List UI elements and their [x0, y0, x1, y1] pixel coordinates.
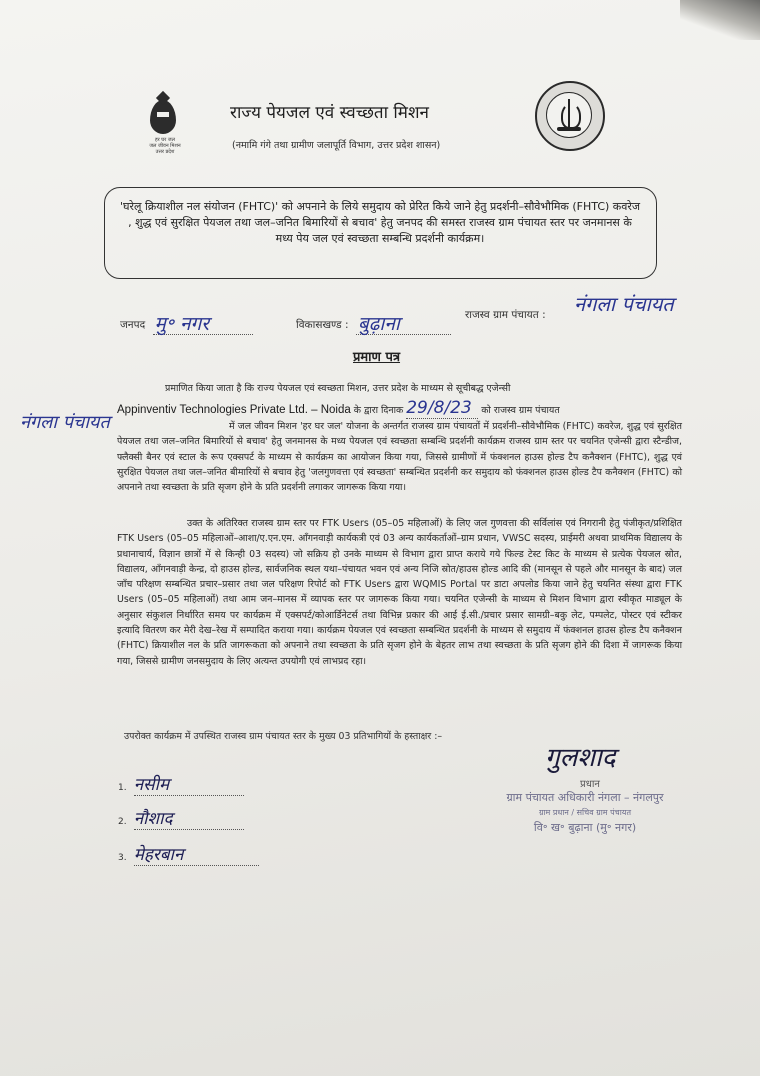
panchayat-value: नंगला पंचायत [574, 292, 674, 316]
signature-row-2: 2. नौशाद [118, 806, 244, 830]
stamp-line-1: ग्राम पंचायत अधिकारी नंगला – नंगलपुर [506, 791, 664, 804]
signature-row-1: 1. नसीम [118, 772, 244, 796]
jal-jeevan-mission-logo [135, 100, 195, 170]
water-drop-icon [150, 100, 176, 134]
body-line-2 [117, 398, 687, 419]
signature-1: नसीम [133, 775, 170, 795]
fish-icon [557, 127, 581, 131]
body-line-1: प्रमाणित किया जाता है कि राज्य पेयजल एवं स्वच्छता मिशन, उत्तर प्रदेश के माध्यम से सूचीबद्ध एजेन्सी [165, 383, 511, 394]
district-value: मु॰ नगर [154, 313, 210, 335]
panchayat-label: राजस्व ग्राम पंचायत : [465, 309, 546, 321]
signature-row-3: 3. मेहरबान [118, 842, 259, 866]
date-value: 29/8/23 [406, 398, 478, 419]
mission-subtitle: (नमामि गंगे तथा ग्रामीण जलापूर्ति विभाग, उत्तर प्रदेश शासन) [232, 140, 441, 151]
participants-note: उपरोक्त कार्यक्रम में उपस्थित राजस्व ग्राम पंचायत स्तर के मुख्य 03 प्रतिभागियों के हस्ताक्षर :– [124, 731, 443, 742]
agency-name: Appinventiv Technologies Private Ltd. – Noida [117, 404, 351, 416]
body-paragraph-2: उक्त के अतिरिक्त राजस्व ग्राम स्तर पर FTK Users (05–05 महिलाओं) के लिए जल गुणवत्ता की सर्विलांस एवं निगरानी हेतु पंजीकृत/प्रशिक्षित FTK Users (05–05 महिलाओं–आशा/ए.एन.एम. आँगनवाड़ी कार्यकत्री एवं 03 अन्य कार्यकर्ताओं–ग्राम प्रधान, VWSC सदस्य, प्राईमरी अथवा प्राथमिक विद्यालय के प्रधानाचार्य, विज्ञान छात्रों में से किन्ही 03 सदस्य) जो सक्रिय हो उनके माध्यम से विभाग द्वारा प्राप्त कराये गये फिल्ड टेस्ट किट के माध्यम से प्रत्येक पेयजल स्रोत, विद्यालय, आँगनवाड़ी केन्द्र, दो हाउस होल्ड, सार्वजनिक स्थल यथा–पंचायत भवन एवं अन्य निजि स्रोत/हाउस होल्ड आदि की (मानसून से पहले और मानसून के बाद) जल जाँच परिक्षण सम्बन्धित प्रचार–प्रसार तथा जल परिक्षण रिपोर्ट को FTK Users द्वारा WQMIS Portal पर डाटा अपलोड किया जाने हेतु चयनित संस्था द्वारा FTK Users (05–05 महिलाओं) तथा आम जन–मानस में व्यापक स्तर पर जागरूक किया गया। चयनित एजेन्सी के माध्यम से मिशन विभाग द्वारा स्वीकृत माड्यूल के अनुसार संकुशल निर्धारित समय पर कार्यक्रम में एक्सपर्ट/कोआर्डिनेटर्स तथा विभिन्न प्रकार की आई ई.सी./प्रचार प्रसार सामग्री–बकु लेट, पम्पलेट, पोस्टर एवं स्टीकर इत्यादि वितरण कर मेरी देख–रेख में सम्पादित कराया गया। कार्यक्रम पेयजल एवं स्वच्छता सम्बन्धित प्रदर्शनी के माध्यम से समुदाय में फंक्शनल हाउस होल्ड टैप कनैक्शन (FHTC) क्रियाशील नल के प्रति जागरूकता को अपनाने तथा स्वच्छता के प्रति सृजग होने के बेहतर लाभ तथा स्वच्छता के प्रति सृजग होने की दिशा में जागरूक किया गया, जिससे ग्रामीण जनसमुदाय के लिए अत्यन्त उपयोगी एवं लाभप्रद रहा। [117, 518, 682, 667]
date-label: के द्वारा दिनाक [353, 405, 404, 416]
block-field [296, 308, 451, 335]
pradhan-label: प्रधान [580, 779, 600, 790]
logo-caption: हर घर जल जल जीवन मिशन उत्तर प्रदेश [149, 137, 181, 155]
block-value: बुढ़ाना [357, 313, 400, 335]
certificate-title: प्रमाण पत्र [353, 350, 401, 365]
block-label: विकासखण्ड : [296, 319, 349, 331]
program-description: 'घरेलू क्रियाशील नल संयोजन (FHTC)' को अपनाने के लिये समुदाय को प्रेरित किये जाने हेतु प्रदर्शनी–सौवेभौमिक (FHTC) कवरेज , शुद्ध एवं सुरक्षित पेयजल तथा जल–जनित बिमारियों से बचाव' हेतु जनपद की समस्त राजस्व ग्राम पंचायत स्तर पर जनमानस के मध्य पेय जल एवं स्वच्छता सम्बन्धि प्रदर्शनी कार्यक्रम। [119, 200, 641, 245]
bow-icon [561, 103, 581, 129]
signature-3: मेहरबान [133, 845, 184, 865]
panchayat-stamp [470, 790, 700, 835]
page-corner-shadow [680, 0, 760, 40]
up-government-seal [535, 81, 605, 151]
district-field [120, 308, 253, 335]
stamp-line-3: वि॰ ख॰ बुढ़ाना (मु॰ नगर) [533, 821, 637, 834]
pradhan-signature: गुलशाद [545, 743, 616, 773]
district-label: जनपद [120, 319, 146, 331]
body-paragraph-1: में जल जीवन मिशन 'हर घर जल' योजना के अन्तर्गत राजस्व ग्राम पंचायतों में प्रदर्शनी–सौवेभौमिक (FHTC) कवरेज, शुद्ध एवं सुरक्षित पेयजल तथा जल–जनित बिमारियों से बचाव' हेतु जनमानस के मध्य पेयजल एवं स्वच्छता सम्बन्धि प्रदर्शनी कार्यक्रम राजस्व ग्राम स्तर पर चयनित एजेन्सी द्वारा स्टैन्डीज, फ्लैक्सी बैनर एवं स्टाल के रूप एक्सपर्ट के माध्यम से कार्यक्रम का आयोजन किया गया, जिससे ग्रामीणों में फंक्शनल हाउस होल्ड टैप कनैक्शन (FHTC), शुद्ध एवं सुरक्षित पेयजल तथा जल–जनित बीमारियों से बचाव हेतु 'जलगुणवत्ता एवं स्वच्छता' सम्बन्धित प्रदर्शनी कर समुदाय को फंक्शनल हाउस होल्ड टैप कनैक्शन (FHTC) को अपनाने तथा स्वच्छता के प्रति सृजग होने के प्रति प्रदर्शनी लगाकर जागरूक किया गया। [117, 421, 682, 494]
panchayat-field [465, 308, 546, 322]
mission-title: राज्य पेयजल एवं स्वच्छता मिशन [230, 103, 429, 123]
stamp-line-2: ग्राम प्रधान / सचिव ग्राम पंचायत [538, 808, 632, 817]
panchayat-ref-label: को राजस्व ग्राम पंचायत [481, 405, 560, 416]
signature-2: नौशाद [133, 809, 173, 829]
panchayat-handwritten: नंगला पंचायत [20, 412, 110, 433]
